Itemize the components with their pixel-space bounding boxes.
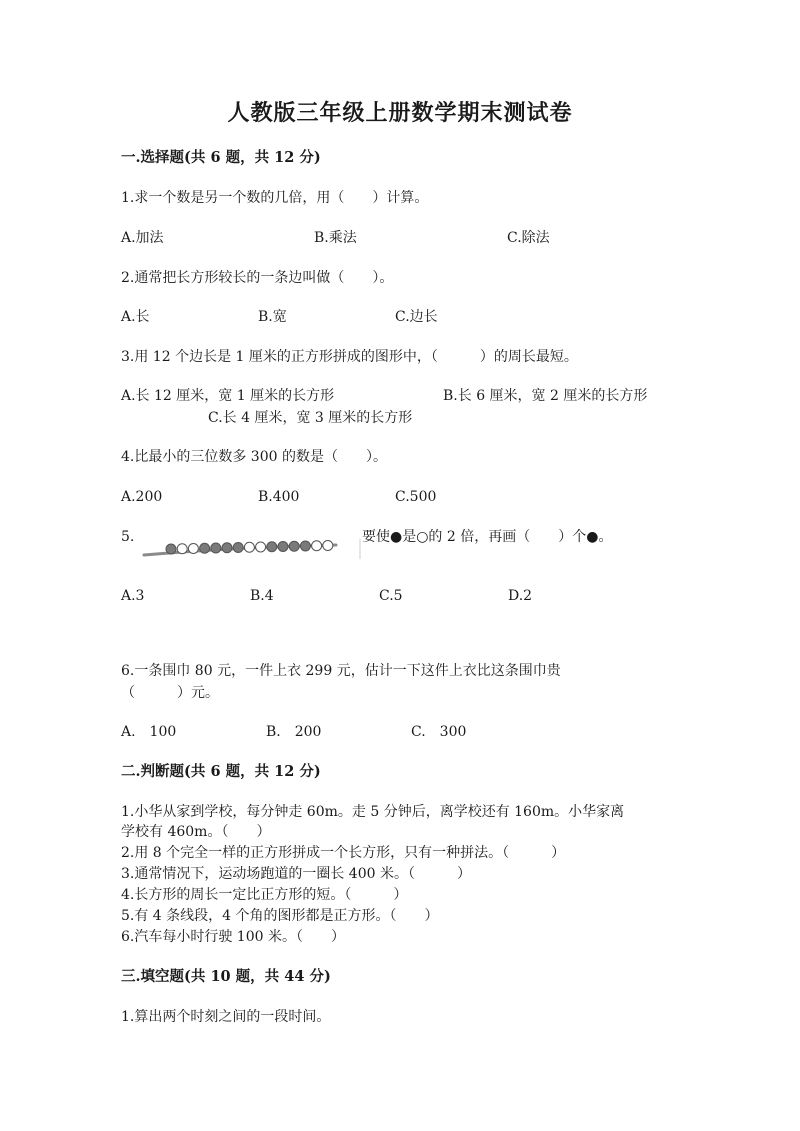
q6-option-b: B. 200 [266,724,322,740]
q1-option-c: C.除法 [507,230,550,246]
q5-option-c: C.5 [379,588,403,604]
judge-line: 4.长方形的周长一定比正方形的短。（ ） [121,887,408,903]
question-5-text: 要使●是○的 2 倍，再画（ ）个●。 [362,529,613,545]
bead-string-figure [140,533,362,573]
judge-line: 2.用 8 个完全一样的正方形拼成一个长方形，只有一种拼法。（ ） [121,845,566,861]
page-title: 人教版三年级上册数学期末测试卷 [227,100,573,126]
bead-filled [166,544,176,554]
judge-line: 3.通常情况下，运动场跑道的一圈长 400 米。（ ） [121,866,471,882]
judge-line: 6.汽车每小时行驶 100 米。（ ） [121,929,345,945]
section-heading-fill: 三.填空题(共 10 题，共 44 分) [121,968,331,985]
fill-question-1-text: 1.算出两个时刻之间的一段时间。 [121,1009,331,1025]
q3-option-c: C.长 4 厘米，宽 3 厘米的长方形 [208,410,413,426]
q4-option-b: B.400 [258,489,300,505]
question-5-number: 5. [121,529,135,545]
q1-option-b: B.乘法 [314,230,357,246]
question-6-text-line1: 6.一条围巾 80 元，一件上衣 299 元，估计一下这件上衣比这条围巾贵 [121,663,561,679]
q5-option-d: D.2 [508,588,533,604]
bead-string-svg [140,533,362,573]
question-1-text: 1.求一个数是另一个数的几倍，用（ ）计算。 [121,190,429,206]
bead-filled [200,543,210,553]
bead-empty [188,544,198,554]
q2-option-b: B.宽 [258,309,287,325]
bead-filled [278,542,288,552]
bead-filled [267,542,277,552]
q6-option-c: C. 300 [411,724,467,740]
question-4-text: 4.比最小的三位数多 300 的数是（ ）。 [121,449,387,465]
bead-filled [289,541,299,551]
bead-filled [233,543,243,553]
section-heading-judge: 二.判断题(共 6 题，共 12 分) [121,763,321,780]
bead-filled [211,543,221,553]
judge-line: 1.小华从家到学校，每分钟走 60m。走 5 分钟后，离学校还有 160m。小华家离 [121,804,625,820]
q4-option-a: A.200 [121,489,163,505]
question-6-text-line2: （ ）元。 [121,685,219,701]
q2-option-c: C.边长 [395,309,438,325]
q5-option-b: B.4 [250,588,274,604]
bead-empty [256,542,266,552]
bead-empty [177,544,187,554]
section-heading-choice: 一.选择题(共 6 题，共 12 分) [121,149,321,166]
q6-option-a: A. 100 [121,724,177,740]
q2-option-a: A.长 [121,309,150,325]
bead-empty [312,541,322,551]
judge-line: 学校有 460m。（ ） [121,824,271,840]
bead-empty [323,541,333,551]
bead-empty [244,542,254,552]
bead-filled [222,543,232,553]
question-3-text: 3.用 12 个边长是 1 厘米的正方形拼成的图形中，（ ）的周长最短。 [121,349,578,365]
q3-option-a: A.长 12 厘米，宽 1 厘米的长方形 [121,388,335,404]
q5-option-a: A.3 [121,588,145,604]
question-2-text: 2.通常把长方形较长的一条边叫做（ ）。 [121,270,394,286]
q1-option-a: A.加法 [121,230,164,246]
judge-line: 5.有 4 条线段，4 个角的图形都是正方形。（ ） [121,908,439,924]
q4-option-c: C.500 [395,489,437,505]
q3-option-b: B.长 6 厘米，宽 2 厘米的长方形 [443,388,648,404]
bead-filled [300,541,310,551]
